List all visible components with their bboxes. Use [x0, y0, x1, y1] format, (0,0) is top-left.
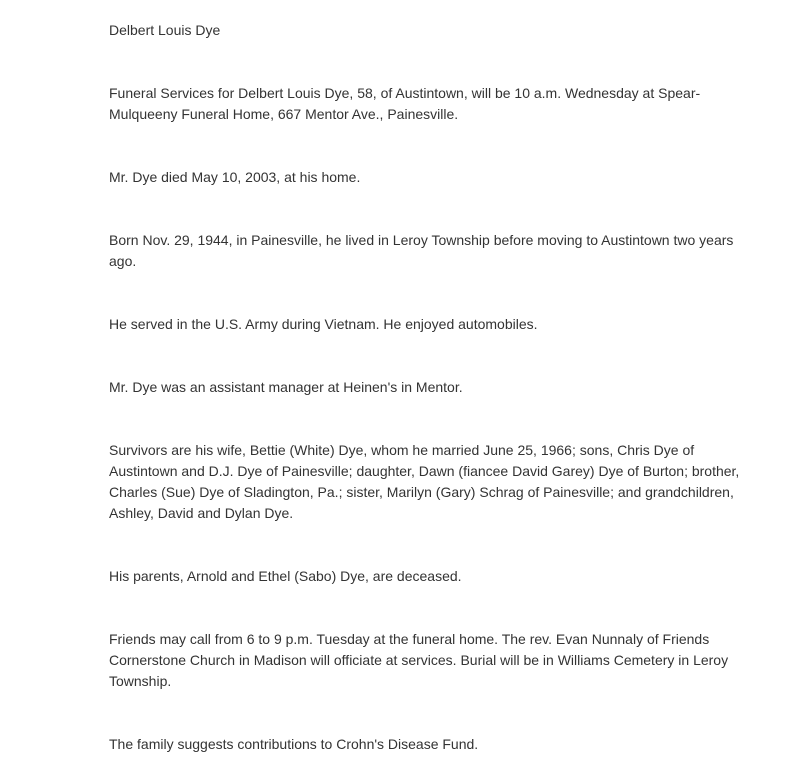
paragraph-funeral-services: Funeral Services for Delbert Louis Dye, 58, of Austintown, will be 10 a.m. Wednesday at Spear-Mulqueeny Funeral Home, 667 Mentor Ave., Painesville. [109, 85, 701, 122]
paragraph-visitation: Friends may call from 6 to 9 p.m. Tuesday at the funeral home. The rev. Evan Nunnaly of Friends Cornerstone Church in Madison will officiate at services. Burial will be in Williams Cemetery in Leroy Township. [109, 631, 729, 689]
paragraph-military-service: He served in the U.S. Army during Vietnam. He enjoyed automobiles. [109, 316, 538, 332]
paragraph-date-of-death: Mr. Dye died May 10, 2003, at his home. [109, 169, 361, 185]
paragraph-birth: Born Nov. 29, 1944, in Painesville, he lived in Leroy Township before moving to Austintown two years ago. [109, 232, 734, 269]
paragraph-survivors: Survivors are his wife, Bettie (White) Dye, whom he married June 25, 1966; sons, Chris Dye of Austintown and D.J. Dye of Painesville; daughter, Dawn (fiancee David Garey) Dye of Burton; brother, Charles (Sue) Dye of Sladington, Pa.; sister, Marilyn (Gary) Schrag of Painesville; and grandchildren, Ashley, David and Dylan Dye. [109, 442, 740, 521]
paragraph-contributions: The family suggests contributions to Crohn's Disease Fund. [109, 736, 479, 752]
paragraph-parents: His parents, Arnold and Ethel (Sabo) Dye, are deceased. [109, 568, 462, 584]
paragraph-occupation: Mr. Dye was an assistant manager at Heinen's in Mentor. [109, 379, 463, 395]
obituary-title: Delbert Louis Dye [109, 22, 221, 38]
